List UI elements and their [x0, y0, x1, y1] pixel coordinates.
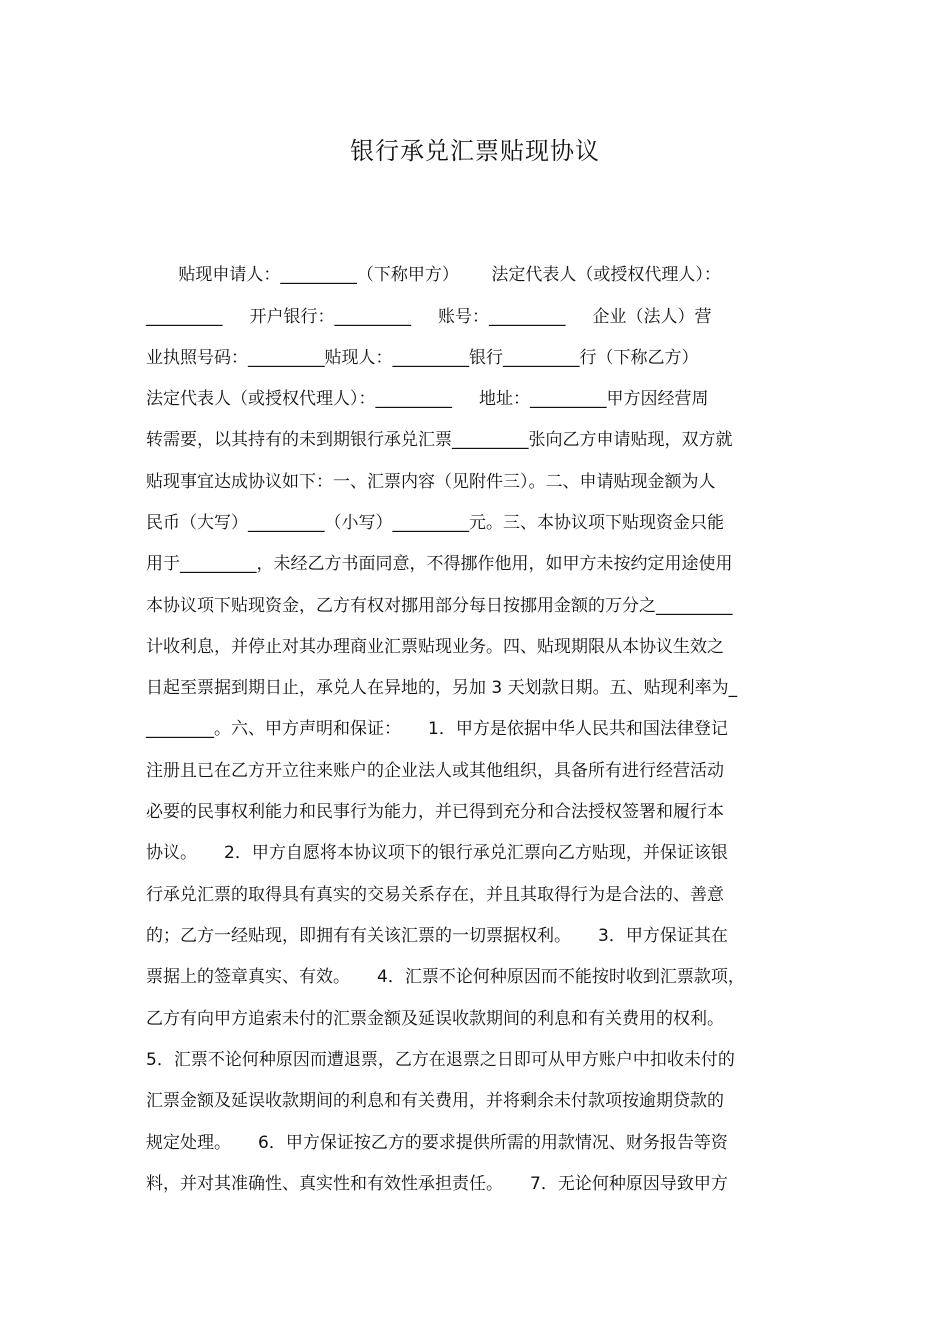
- document-title: 银行承兑汇票贴现协议: [350, 137, 600, 165]
- body-line: 转需要，以其持有的未到期银行承兑汇票_________张向乙方申请贴现，双方就: [146, 430, 733, 450]
- body-line: 本协议项下贴现资金，乙方有权对挪用部分每日按挪用金额的万分之_________: [146, 596, 733, 616]
- body-line: 业执照号码：_________贴现人：_________银行_________行（下称乙方）: [146, 348, 699, 368]
- body-line: 票据上的签章真实、有效。 4．汇票不论何种原因而不能按时收到汇票款项，: [146, 967, 745, 987]
- body-line: 的；乙方一经贴现，即拥有有关该汇票的一切票据权利。 3．甲方保证其在: [146, 926, 728, 946]
- body-line: 法定代表人（或授权代理人）：_________ 地址：_________甲方因经营周: [146, 389, 709, 409]
- body-line: 贴现申请人：_________（下称甲方） 法定代表人（或授权代理人）：: [146, 265, 721, 285]
- body-line: 日起至票据到期日止，承兑人在异地的，另加 3 天划款日期。五、贴现利率为_: [146, 678, 738, 698]
- body-line: 规定处理。 6．甲方保证按乙方的要求提供所需的用款情况、财务报告等资: [146, 1133, 728, 1153]
- body-line: 必要的民事权利能力和民事行为能力，并已得到充分和合法授权签署和履行本: [146, 802, 724, 822]
- body-line: 用于_________，未经乙方书面同意，不得挪作他用，如甲方未按约定用途使用: [146, 554, 733, 574]
- body-line: 料，并对其准确性、真实性和有效性承担责任。 7．无论何种原因导致甲方: [146, 1174, 728, 1194]
- body-line: 乙方有向甲方追索未付的汇票金额及延误收款期间的利息和有关费用的权利。: [146, 1009, 724, 1029]
- body-line: 注册且已在乙方开立往来账户的企业法人或其他组织，具备所有进行经营活动: [146, 761, 724, 781]
- body-line: 贴现事宜达成协议如下：一、汇票内容（见附件三）。二、申请贴现金额为人: [146, 472, 716, 492]
- body-line: _________ 开户银行：_________ 账号：_________ 企业（法人）营: [146, 307, 712, 327]
- body-line: ________。六、甲方声明和保证： 1．甲方是依据中华人民共和国法律登记: [146, 719, 728, 739]
- body-line: 民币（大写）_________（小写）_________元。三、本协议项下贴现资金只能: [146, 513, 724, 533]
- body-line: 计收利息，并停止对其办理商业汇票贴现业务。四、贴现期限从本协议生效之: [146, 637, 724, 657]
- body-line: 5．汇票不论何种原因而遭退票，乙方在退票之日即可从甲方账户中扣收未付的: [146, 1050, 735, 1070]
- body-line: 汇票金额及延误收款期间的利息和有关费用，并将剩余未付款项按逾期贷款的: [146, 1091, 724, 1111]
- body-line: 行承兑汇票的取得具有真实的交易关系存在，并且其取得行为是合法的、善意: [146, 885, 724, 905]
- body-line: 协议。 2．甲方自愿将本协议项下的银行承兑汇票向乙方贴现，并保证该银: [146, 843, 728, 863]
